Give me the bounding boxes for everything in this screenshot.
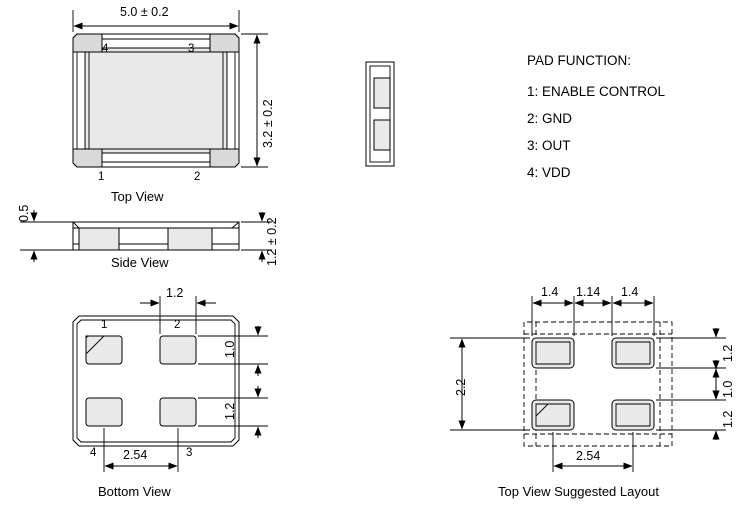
layout-left-dim: 2.2 — [454, 378, 468, 396]
layout-top-dimensions — [532, 296, 654, 336]
top-view-height-label: 3.2 ± 0.2 — [261, 99, 275, 148]
bottom-view-pin-3: 3 — [186, 447, 193, 459]
layout-view-caption: Top View Suggested Layout — [498, 484, 659, 499]
pad-function-item-3: 3: OUT — [527, 138, 571, 153]
bottom-view-pin-2: 2 — [174, 319, 181, 331]
layout-top-dim-3: 1.4 — [621, 285, 639, 299]
top-view-pin-3: 3 — [188, 43, 195, 55]
top-view-width-label: 5.0 ± 0.2 — [120, 5, 169, 19]
layout-top-dim-1: 1.4 — [541, 285, 559, 299]
bottom-view-pad-width-label: 1.2 — [166, 286, 184, 300]
pad-function-item-4: 4: VDD — [527, 165, 571, 180]
bottom-view-pin-4: 4 — [90, 447, 97, 459]
top-view-caption: Top View — [111, 189, 164, 204]
pad-function-item-1: 1: ENABLE CONTROL — [527, 84, 666, 99]
side-view-standoff-label: 0.5 — [17, 204, 31, 222]
side-view-caption: Side View — [111, 255, 169, 270]
top-view-package — [73, 34, 239, 167]
side-view-height-label: 1.2 ± 0.2 — [265, 217, 279, 266]
top-view-pin-4: 4 — [102, 43, 109, 55]
layout-view-pads — [524, 322, 672, 446]
top-view-pin-1: 1 — [98, 171, 105, 183]
layout-bottom-dim: 2.54 — [576, 449, 601, 463]
layout-right-dim-2: 1.0 — [721, 380, 735, 398]
side-view-package — [73, 222, 239, 250]
bottom-view-pad-gap-label: 1.2 — [223, 402, 237, 420]
pad-function-title: PAD FUNCTION: — [527, 53, 631, 68]
bottom-view-pad-height-label: 1.0 — [223, 340, 237, 358]
layout-right-dim-1: 1.2 — [721, 344, 735, 362]
layout-right-dimensions — [656, 328, 726, 440]
layout-top-dim-2: 1.14 — [576, 285, 601, 299]
end-view-package — [366, 62, 394, 166]
bottom-view-pitch-label: 2.54 — [123, 448, 148, 462]
bottom-view-package — [73, 316, 239, 446]
bottom-view-caption: Bottom View — [98, 484, 171, 499]
pad-function-item-2: 2: GND — [527, 111, 573, 126]
layout-right-dim-3: 1.2 — [721, 410, 735, 428]
top-view-pin-2: 2 — [194, 171, 201, 183]
bottom-view-pin-1: 1 — [101, 319, 108, 331]
